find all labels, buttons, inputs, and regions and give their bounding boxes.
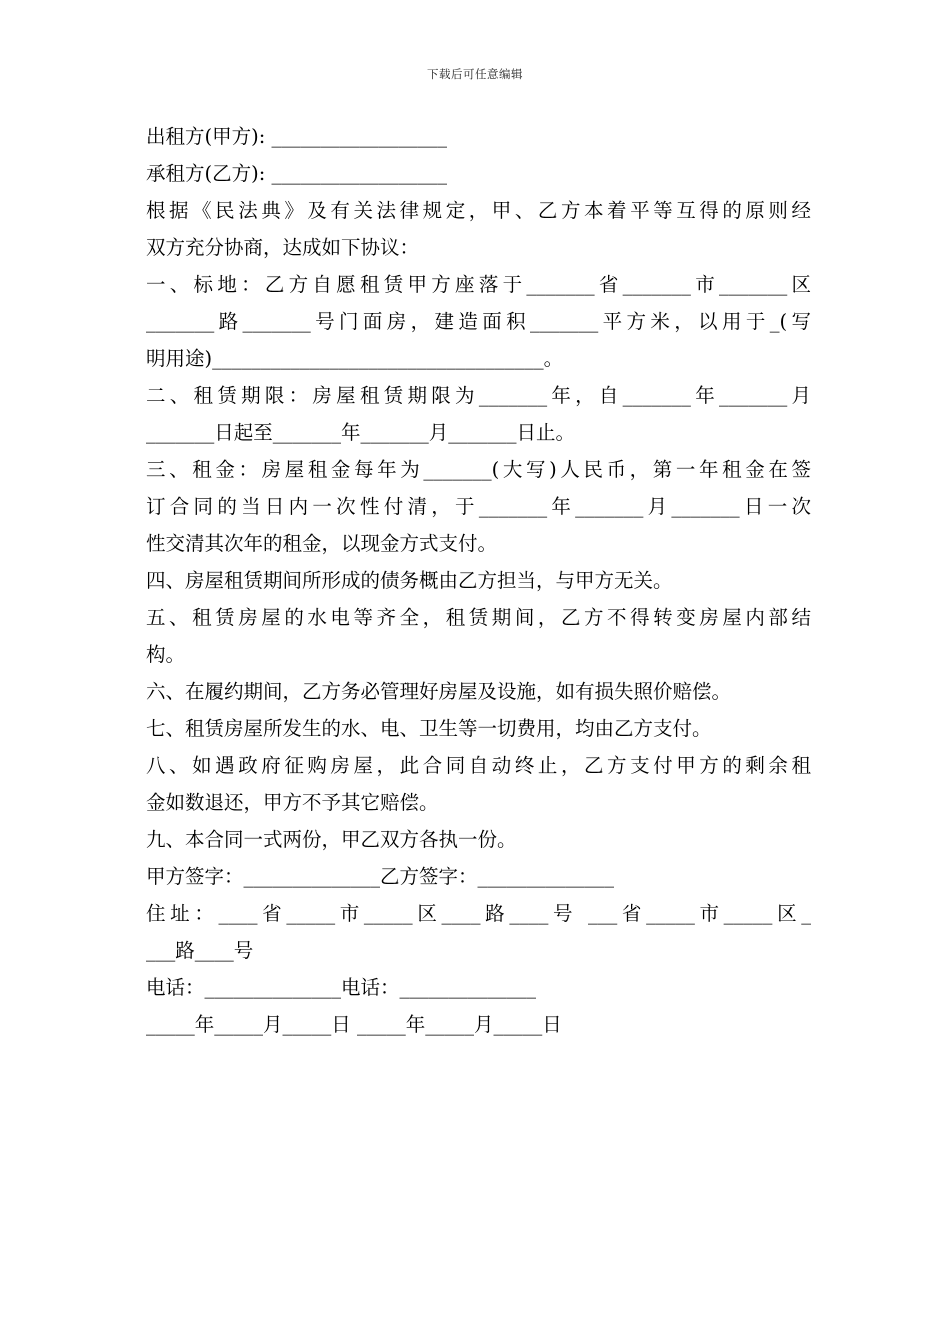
- preamble-line: 根据《民法典》及有关法律规定，甲、乙方本着平等互得的原则经: [146, 199, 811, 222]
- clause-8-line: 八、如遇政府征购房屋，此合同自动终止，乙方支付甲方的剩余租: [146, 754, 811, 777]
- clause-1-line: _______路_______号门面房，建造面积_______平方米，以用于_(写: [146, 310, 811, 333]
- signature-line: 甲方签字：______________乙方签字：______________: [146, 865, 615, 888]
- page-header: 下载后可任意编辑: [427, 67, 523, 81]
- clause-3-line: 订合同的当日内一次性付清，于_______年_______月_______日一次: [146, 495, 811, 518]
- address-line: ___路____号: [146, 939, 254, 962]
- address-line: 住址：____省_____市_____区____路____号 ___省_____市_____区_: [146, 902, 811, 925]
- clause-5-line: 构。: [146, 643, 186, 666]
- clause-2-line: _______日起至_______年_______月_______日止。: [146, 421, 576, 444]
- clause-8-line: 金如数退还，甲方不予其它赔偿。: [146, 791, 439, 814]
- clause-1-line: 明用途)__________________________________。: [146, 347, 564, 370]
- preamble-line: 双方充分协商，达成如下协议：: [146, 236, 420, 259]
- clause-4-line: 四、房屋租赁期间所形成的债务概由乙方担当，与甲方无关。: [146, 569, 673, 592]
- lessor-line: 出租方(甲方): __________________: [146, 125, 447, 148]
- clause-1-line: 一、标地：乙方自愿租赁甲方座落于_______省_______市_______区: [146, 273, 811, 296]
- clause-9-line: 九、本合同一式两份，甲乙双方各执一份。: [146, 828, 517, 851]
- clause-3-line: 三、租金：房屋租金每年为_______(大写)人民币，第一年租金在签: [146, 458, 811, 481]
- clause-2-line: 二、租赁期限：房屋租赁期限为_______年，自_______年_______月: [146, 384, 811, 407]
- clause-7-line: 七、租赁房屋所发生的水、电、卫生等一切费用，均由乙方支付。: [146, 717, 712, 740]
- lessee-line: 承租方(乙方): __________________: [146, 162, 447, 185]
- clause-6-line: 六、在履约期间，乙方务必管理好房屋及设施，如有损失照价赔偿。: [146, 680, 732, 703]
- phone-line: 电话：______________电话：______________: [146, 976, 537, 999]
- contract-body: [146, 118, 811, 1043]
- clause-3-line: 性交清其次年的租金，以现金方式支付。: [146, 532, 498, 555]
- clause-5-line: 五、租赁房屋的水电等齐全，租赁期间，乙方不得转变房屋内部结: [146, 606, 811, 629]
- date-line: _____年_____月_____日 _____年_____月_____日: [146, 1013, 562, 1036]
